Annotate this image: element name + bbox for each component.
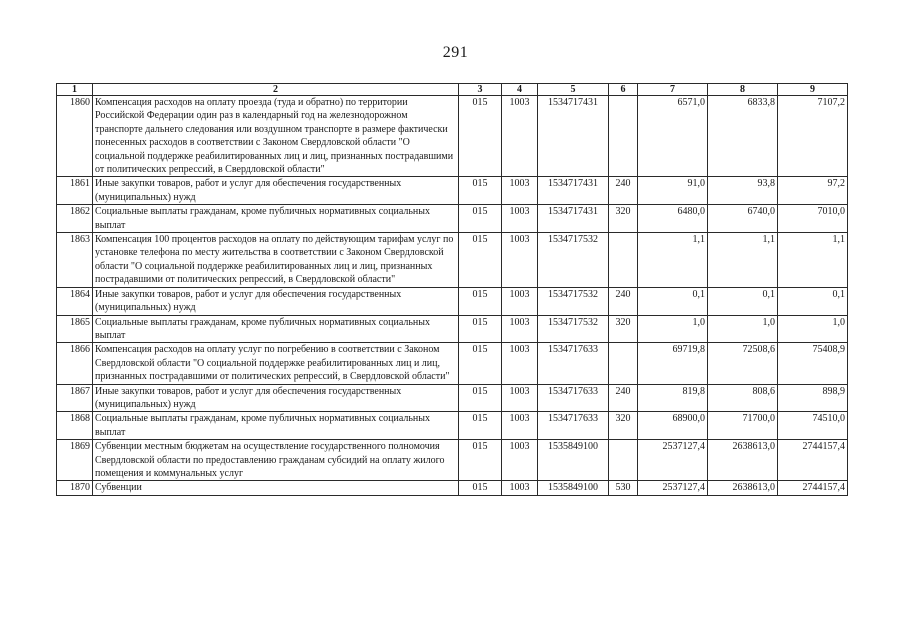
section-code-cell: 1003 [502, 315, 538, 343]
expense-type-cell [609, 440, 638, 481]
amount-cell-col8: 71700,0 [708, 412, 778, 440]
row-number-cell: 1862 [57, 205, 93, 233]
amount-cell-col8: 6833,8 [708, 96, 778, 177]
ministry-code-cell: 015 [459, 177, 502, 205]
expense-name-cell: Социальные выплаты гражданам, кроме публичных нормативных социальных выплат [93, 315, 459, 343]
article-code-cell: 1534717633 [538, 412, 609, 440]
header-cell: 4 [502, 84, 538, 96]
article-code-cell: 1534717633 [538, 343, 609, 384]
amount-cell-col9: 0,1 [778, 287, 848, 315]
ministry-code-cell: 015 [459, 440, 502, 481]
expense-type-cell: 240 [609, 177, 638, 205]
row-number-cell: 1867 [57, 384, 93, 412]
table-body [57, 96, 848, 496]
expense-type-cell: 320 [609, 315, 638, 343]
amount-cell-col7: 1,0 [638, 315, 708, 343]
amount-cell-col8: 72508,6 [708, 343, 778, 384]
section-code-cell: 1003 [502, 384, 538, 412]
expense-type-cell: 240 [609, 287, 638, 315]
table-row [57, 343, 848, 384]
row-number-cell: 1861 [57, 177, 93, 205]
row-number-cell: 1863 [57, 233, 93, 288]
row-number-cell: 1864 [57, 287, 93, 315]
table-header-row [57, 84, 848, 96]
section-code-cell: 1003 [502, 412, 538, 440]
amount-cell-col7: 0,1 [638, 287, 708, 315]
amount-cell-col9: 97,2 [778, 177, 848, 205]
budget-table [56, 83, 848, 496]
article-code-cell: 1535849100 [538, 440, 609, 481]
expense-name-cell: Компенсация расходов на оплату услуг по погребению в соответствии с Законом Свердловской области "О социальной поддержке реабилитированных лиц и лиц, признанных пострадавшими от политических репрессий, в Свердловской области" [93, 343, 459, 384]
amount-cell-col7: 91,0 [638, 177, 708, 205]
ministry-code-cell: 015 [459, 315, 502, 343]
amount-cell-col7: 2537127,4 [638, 481, 708, 495]
table-row [57, 205, 848, 233]
table-row [57, 287, 848, 315]
header-cell: 9 [778, 84, 848, 96]
article-code-cell: 1534717431 [538, 205, 609, 233]
amount-cell-col7: 6571,0 [638, 96, 708, 177]
expense-type-cell: 320 [609, 412, 638, 440]
page-number: 291 [442, 44, 469, 61]
amount-cell-col7: 69719,8 [638, 343, 708, 384]
amount-cell-col8: 93,8 [708, 177, 778, 205]
amount-cell-col9: 74510,0 [778, 412, 848, 440]
amount-cell-col8: 808,6 [708, 384, 778, 412]
amount-cell-col7: 2537127,4 [638, 440, 708, 481]
row-number-cell: 1870 [57, 481, 93, 495]
article-code-cell: 1535849100 [538, 481, 609, 495]
amount-cell-col8: 1,0 [708, 315, 778, 343]
row-number-cell: 1868 [57, 412, 93, 440]
article-code-cell: 1534717532 [538, 315, 609, 343]
header-cell: 1 [57, 84, 93, 96]
article-code-cell: 1534717431 [538, 96, 609, 177]
ministry-code-cell: 015 [459, 205, 502, 233]
row-number-cell: 1866 [57, 343, 93, 384]
row-number-cell: 1869 [57, 440, 93, 481]
expense-name-cell: Компенсация расходов на оплату проезда (туда и обратно) по территории Российской Федерации один раз в календарный год на железнодорожном транспорте дальнего следования или воздушном транспорте в размере фактически понесенных расходов в соответствии с Законом Свердловской области "О социальной поддержке реабилитированных лиц и лиц, признанных пострадавшими от политических репрессий, в Свердловской области" [93, 96, 459, 177]
amount-cell-col8: 0,1 [708, 287, 778, 315]
article-code-cell: 1534717532 [538, 287, 609, 315]
amount-cell-col8: 2638613,0 [708, 481, 778, 495]
expense-name-cell: Социальные выплаты гражданам, кроме публичных нормативных социальных выплат [93, 205, 459, 233]
ministry-code-cell: 015 [459, 287, 502, 315]
table-row [57, 384, 848, 412]
section-code-cell: 1003 [502, 343, 538, 384]
expense-type-cell: 530 [609, 481, 638, 495]
amount-cell-col9: 75408,9 [778, 343, 848, 384]
header-cell: 7 [638, 84, 708, 96]
header-cell: 2 [93, 84, 459, 96]
amount-cell-col8: 1,1 [708, 233, 778, 288]
header-cell: 8 [708, 84, 778, 96]
amount-cell-col7: 68900,0 [638, 412, 708, 440]
amount-cell-col8: 6740,0 [708, 205, 778, 233]
row-number-cell: 1865 [57, 315, 93, 343]
article-code-cell: 1534717633 [538, 384, 609, 412]
amount-cell-col7: 819,8 [638, 384, 708, 412]
amount-cell-col9: 7010,0 [778, 205, 848, 233]
table-row [57, 315, 848, 343]
section-code-cell: 1003 [502, 233, 538, 288]
ministry-code-cell: 015 [459, 96, 502, 177]
section-code-cell: 1003 [502, 96, 538, 177]
table-row [57, 440, 848, 481]
expense-name-cell: Социальные выплаты гражданам, кроме публичных нормативных социальных выплат [93, 412, 459, 440]
article-code-cell: 1534717532 [538, 233, 609, 288]
section-code-cell: 1003 [502, 440, 538, 481]
expense-name-cell: Субвенции местным бюджетам на осуществление государственного полномочия Свердловской области по предоставлению гражданам субсидий на оплату жилого помещения и коммунальных услуг [93, 440, 459, 481]
table-row [57, 96, 848, 177]
article-code-cell: 1534717431 [538, 177, 609, 205]
amount-cell-col9: 2744157,4 [778, 440, 848, 481]
amount-cell-col7: 1,1 [638, 233, 708, 288]
table-row [57, 233, 848, 288]
ministry-code-cell: 015 [459, 481, 502, 495]
expense-type-cell [609, 343, 638, 384]
section-code-cell: 1003 [502, 287, 538, 315]
ministry-code-cell: 015 [459, 384, 502, 412]
amount-cell-col9: 1,1 [778, 233, 848, 288]
amount-cell-col9: 898,9 [778, 384, 848, 412]
section-code-cell: 1003 [502, 177, 538, 205]
expense-type-cell: 320 [609, 205, 638, 233]
table-row [57, 177, 848, 205]
header-cell: 3 [459, 84, 502, 96]
ministry-code-cell: 015 [459, 412, 502, 440]
header-cell: 6 [609, 84, 638, 96]
expense-type-cell: 240 [609, 384, 638, 412]
table-row [57, 481, 848, 495]
header-cell: 5 [538, 84, 609, 96]
expense-name-cell: Субвенции [93, 481, 459, 495]
ministry-code-cell: 015 [459, 343, 502, 384]
row-number-cell: 1860 [57, 96, 93, 177]
expense-type-cell [609, 233, 638, 288]
amount-cell-col9: 1,0 [778, 315, 848, 343]
section-code-cell: 1003 [502, 205, 538, 233]
amount-cell-col7: 6480,0 [638, 205, 708, 233]
table-row [57, 412, 848, 440]
expense-name-cell: Иные закупки товаров, работ и услуг для обеспечения государственных (муниципальных) нужд [93, 287, 459, 315]
amount-cell-col9: 7107,2 [778, 96, 848, 177]
amount-cell-col9: 2744157,4 [778, 481, 848, 495]
section-code-cell: 1003 [502, 481, 538, 495]
amount-cell-col8: 2638613,0 [708, 440, 778, 481]
expense-type-cell [609, 96, 638, 177]
expense-name-cell: Компенсация 100 процентов расходов на оплату по действующим тарифам услуг по установке телефона по месту жительства в соответствии с Законом Свердловской области "О социальной поддержке реабилитированных лиц и лиц, признанных пострадавшими от политических репрессий, в Свердловской области" [93, 233, 459, 288]
expense-name-cell: Иные закупки товаров, работ и услуг для обеспечения государственных (муниципальных) нужд [93, 177, 459, 205]
ministry-code-cell: 015 [459, 233, 502, 288]
expense-name-cell: Иные закупки товаров, работ и услуг для обеспечения государственных (муниципальных) нужд [93, 384, 459, 412]
